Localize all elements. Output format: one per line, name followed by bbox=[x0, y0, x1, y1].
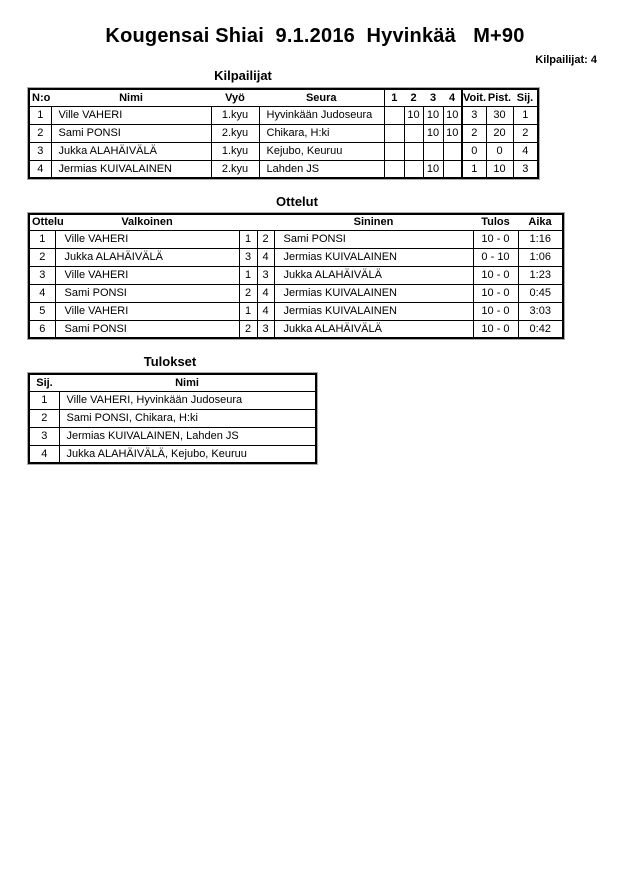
match-result: 10 - 0 bbox=[473, 284, 518, 302]
result-place: 4 bbox=[29, 445, 59, 463]
match-result: 10 - 0 bbox=[473, 266, 518, 284]
result-row bbox=[29, 391, 316, 409]
white-name: Jukka ALAHÄIVÄLÄ bbox=[55, 248, 239, 266]
col-club: Seura bbox=[259, 89, 384, 106]
col-place: Sij. bbox=[513, 89, 538, 106]
match-score bbox=[443, 160, 462, 178]
match-result: 10 - 0 bbox=[473, 320, 518, 338]
white-number: 2 bbox=[239, 320, 257, 338]
white-name: Sami PONSI bbox=[55, 320, 239, 338]
competitor-no: 3 bbox=[29, 142, 51, 160]
competitor-points: 20 bbox=[486, 124, 513, 142]
col-points: Pist. bbox=[486, 89, 513, 106]
match-row bbox=[29, 248, 563, 266]
blue-name: Jukka ALAHÄIVÄLÄ bbox=[274, 266, 473, 284]
matches-table bbox=[28, 213, 564, 339]
competitors-table bbox=[28, 88, 539, 179]
match-no: 2 bbox=[29, 248, 55, 266]
result-name: Ville VAHERI, Hyvinkään Judoseura bbox=[59, 391, 316, 409]
result-place: 1 bbox=[29, 391, 59, 409]
blue-number: 4 bbox=[257, 284, 274, 302]
match-time: 0:42 bbox=[518, 320, 563, 338]
match-score bbox=[443, 142, 462, 160]
col-no: N:o bbox=[29, 89, 51, 106]
results-heading: Tulokset bbox=[143, 354, 197, 369]
competitors-count: Kilpailijat: 4 bbox=[535, 54, 597, 66]
col-blue-no bbox=[257, 214, 274, 230]
match-time: 3:03 bbox=[518, 302, 563, 320]
match-no: 1 bbox=[29, 230, 55, 248]
competitors-heading: Kilpailijat bbox=[214, 68, 272, 83]
result-place: 3 bbox=[29, 427, 59, 445]
match-row bbox=[29, 302, 563, 320]
competitor-row bbox=[29, 142, 538, 160]
match-time: 1:16 bbox=[518, 230, 563, 248]
page-title: Kougensai Shiai 9.1.2016 Hyvinkää M+90 bbox=[105, 25, 525, 47]
match-score bbox=[384, 106, 404, 124]
col-name: Nimi bbox=[51, 89, 211, 106]
match-result: 0 - 10 bbox=[473, 248, 518, 266]
result-name: Jermias KUIVALAINEN, Lahden JS bbox=[59, 427, 316, 445]
match-result: 10 - 0 bbox=[473, 230, 518, 248]
competitor-points: 30 bbox=[486, 106, 513, 124]
competitor-club: Hyvinkään Judoseura bbox=[259, 106, 384, 124]
competitor-row bbox=[29, 106, 538, 124]
match-score bbox=[423, 142, 443, 160]
competitor-row bbox=[29, 124, 538, 142]
blue-number: 3 bbox=[257, 266, 274, 284]
result-place: 2 bbox=[29, 409, 59, 427]
col-result: Tulos bbox=[473, 214, 518, 230]
competitor-no: 1 bbox=[29, 106, 51, 124]
col-wins: Voit. bbox=[462, 89, 486, 106]
white-number: 1 bbox=[239, 266, 257, 284]
competitor-no: 2 bbox=[29, 124, 51, 142]
match-no: 4 bbox=[29, 284, 55, 302]
white-name: Ville VAHERI bbox=[55, 302, 239, 320]
competitor-wins: 0 bbox=[462, 142, 486, 160]
white-number: 3 bbox=[239, 248, 257, 266]
competitor-name: Ville VAHERI bbox=[51, 106, 211, 124]
match-row bbox=[29, 320, 563, 338]
blue-number: 2 bbox=[257, 230, 274, 248]
col-m2: 2 bbox=[404, 89, 423, 106]
blue-name: Jermias KUIVALAINEN bbox=[274, 248, 473, 266]
competitor-belt: 2.kyu bbox=[211, 160, 259, 178]
match-score bbox=[384, 160, 404, 178]
blue-name: Jukka ALAHÄIVÄLÄ bbox=[274, 320, 473, 338]
competitor-club: Kejubo, Keuruu bbox=[259, 142, 384, 160]
white-number: 2 bbox=[239, 284, 257, 302]
competitor-name: Sami PONSI bbox=[51, 124, 211, 142]
col-blue: Sininen bbox=[274, 214, 473, 230]
match-score bbox=[384, 124, 404, 142]
white-name: Sami PONSI bbox=[55, 284, 239, 302]
match-row bbox=[29, 284, 563, 302]
result-name: Jukka ALAHÄIVÄLÄ, Kejubo, Keuruu bbox=[59, 445, 316, 463]
match-score: 10 bbox=[423, 106, 443, 124]
competitor-club: Chikara, H:ki bbox=[259, 124, 384, 142]
col-place: Sij. bbox=[29, 374, 59, 391]
blue-number: 4 bbox=[257, 302, 274, 320]
match-score: 10 bbox=[443, 124, 462, 142]
competitor-place: 2 bbox=[513, 124, 538, 142]
results-header-row bbox=[29, 374, 316, 391]
competitor-name: Jermias KUIVALAINEN bbox=[51, 160, 211, 178]
blue-name: Jermias KUIVALAINEN bbox=[274, 284, 473, 302]
col-m3: 3 bbox=[423, 89, 443, 106]
match-no: 3 bbox=[29, 266, 55, 284]
match-score bbox=[404, 142, 423, 160]
match-score: 10 bbox=[423, 124, 443, 142]
match-result: 10 - 0 bbox=[473, 302, 518, 320]
results-table bbox=[28, 373, 317, 464]
match-no: 5 bbox=[29, 302, 55, 320]
match-time: 0:45 bbox=[518, 284, 563, 302]
competitor-wins: 1 bbox=[462, 160, 486, 178]
col-time: Aika bbox=[518, 214, 563, 230]
match-time: 1:06 bbox=[518, 248, 563, 266]
competitor-belt: 2.kyu bbox=[211, 124, 259, 142]
match-row bbox=[29, 266, 563, 284]
white-name: Ville VAHERI bbox=[55, 266, 239, 284]
competitor-club: Lahden JS bbox=[259, 160, 384, 178]
match-score: 10 bbox=[443, 106, 462, 124]
result-row bbox=[29, 409, 316, 427]
match-score: 10 bbox=[423, 160, 443, 178]
col-white-no bbox=[239, 214, 257, 230]
white-number: 1 bbox=[239, 230, 257, 248]
competitors-header-row bbox=[29, 89, 538, 106]
match-time: 1:23 bbox=[518, 266, 563, 284]
competitor-row bbox=[29, 160, 538, 178]
blue-number: 3 bbox=[257, 320, 274, 338]
match-row bbox=[29, 230, 563, 248]
competitor-belt: 1.kyu bbox=[211, 106, 259, 124]
matches-header-row bbox=[29, 214, 563, 230]
col-belt: Vyö bbox=[211, 89, 259, 106]
match-score bbox=[404, 160, 423, 178]
competitor-place: 1 bbox=[513, 106, 538, 124]
competitor-name: Jukka ALAHÄIVÄLÄ bbox=[51, 142, 211, 160]
competitor-wins: 2 bbox=[462, 124, 486, 142]
result-row bbox=[29, 445, 316, 463]
result-name: Sami PONSI, Chikara, H:ki bbox=[59, 409, 316, 427]
competitor-points: 10 bbox=[486, 160, 513, 178]
white-number: 1 bbox=[239, 302, 257, 320]
competitor-belt: 1.kyu bbox=[211, 142, 259, 160]
col-m1: 1 bbox=[384, 89, 404, 106]
matches-heading: Ottelut bbox=[276, 194, 318, 209]
competitor-no: 4 bbox=[29, 160, 51, 178]
blue-name: Jermias KUIVALAINEN bbox=[274, 302, 473, 320]
match-score bbox=[384, 142, 404, 160]
competitor-points: 0 bbox=[486, 142, 513, 160]
result-row bbox=[29, 427, 316, 445]
match-score: 10 bbox=[404, 106, 423, 124]
col-match: Ottelu bbox=[29, 214, 55, 230]
white-name: Ville VAHERI bbox=[55, 230, 239, 248]
competitor-place: 4 bbox=[513, 142, 538, 160]
blue-number: 4 bbox=[257, 248, 274, 266]
blue-name: Sami PONSI bbox=[274, 230, 473, 248]
competitor-place: 3 bbox=[513, 160, 538, 178]
col-name: Nimi bbox=[59, 374, 316, 391]
competitor-wins: 3 bbox=[462, 106, 486, 124]
col-white: Valkoinen bbox=[55, 214, 239, 230]
match-no: 6 bbox=[29, 320, 55, 338]
match-score bbox=[404, 124, 423, 142]
col-m4: 4 bbox=[443, 89, 462, 106]
